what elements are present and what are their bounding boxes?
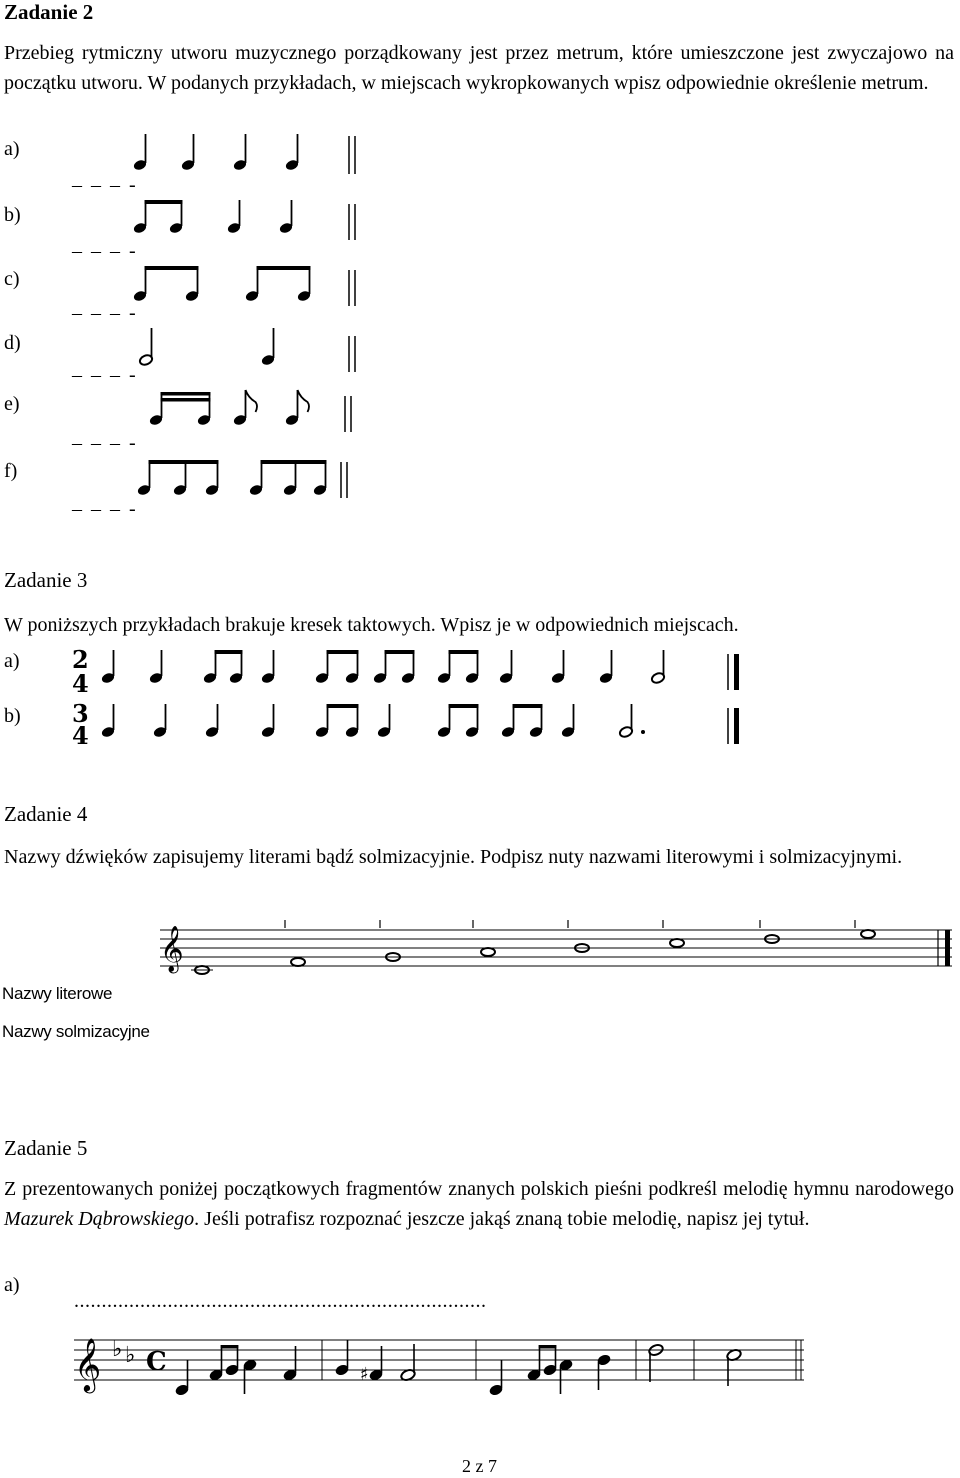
- rhythm-f: [137, 460, 347, 498]
- rhythm-b: [133, 200, 355, 240]
- flat-icon: ♭: [112, 1337, 123, 1362]
- task2-label-a: a): [4, 138, 20, 160]
- task2-label-c: c): [4, 268, 20, 290]
- meter-blank-a[interactable]: – – – -: [72, 174, 138, 196]
- sharp-icon: ♯: [360, 1364, 369, 1385]
- melody-notes: [175, 1340, 801, 1396]
- task4-heading: Zadanie 4: [4, 802, 88, 826]
- task5-text-2: . Jeśli potrafisz rozpoznać jeszcze jakąś znaną tobie melodię, napisz jej tytuł.: [194, 1208, 810, 1230]
- time-sig-b-top: 3: [72, 699, 89, 728]
- task3-heading: Zadanie 3: [4, 568, 88, 592]
- rhythm-task3-a: [101, 650, 739, 690]
- task2-label-d: d): [4, 332, 21, 354]
- meter-blank-d[interactable]: – – – -: [72, 364, 138, 386]
- anthem-title: Mazurek Dąbrowskiego: [4, 1208, 195, 1230]
- task2-instructions: Przebieg rytmiczny utworu muzycznego porządkowany jest przez metrum, które umieszczone jest zwyczajowo na początku utworu. W podanych przykładach, w miejscach wykropkowanych wpisz odpowiednie określenie metrum.: [4, 42, 954, 94]
- task5-text-1: Z prezentowanych poniżej początkowych fragmentów znanych polskich pieśni podkreśl melodię hymnu narodowego: [4, 1178, 954, 1200]
- task2-label-f: f): [4, 460, 18, 482]
- letter-names-label: Nazwy literowe: [2, 984, 113, 1003]
- whole-notes: [191, 930, 875, 974]
- rhythm-e: [149, 390, 351, 432]
- task3-label-b: b): [4, 705, 21, 727]
- treble-clef-icon: 𝄞: [74, 1337, 102, 1391]
- page-number: 2 z 7: [462, 1456, 497, 1476]
- rhythm-a: [133, 134, 355, 174]
- rhythm-examples: [0, 120, 420, 520]
- solmization-names-label: Nazwy solmizacyjne: [2, 1022, 150, 1041]
- title-answer-blank[interactable]: ...........................................................................: [74, 1290, 487, 1312]
- bar-line-examples: [0, 640, 800, 750]
- rhythm-c: [133, 266, 355, 306]
- task4-instructions: Nazwy dźwięków zapisujemy literami bądź solmizacyjnie. Podpisz nuty nazwami literowymi i solmizacyjnymi.: [4, 846, 903, 868]
- meter-blank-f[interactable]: – – – -: [72, 498, 138, 520]
- task3-label-a: a): [4, 650, 20, 672]
- common-time-symbol: C: [146, 1347, 167, 1377]
- treble-clef-icon: 𝄞: [160, 926, 184, 972]
- time-sig-a-top: 2: [72, 645, 89, 674]
- task2-label-e: e): [4, 393, 20, 415]
- melody-staff-a: [70, 1320, 810, 1400]
- note-names-staff: [150, 906, 960, 976]
- time-sig-a-bottom: 4: [72, 669, 89, 698]
- task5-instructions: [4, 1174, 954, 1234]
- task3-instructions: W poniższych przykładach brakuje kresek taktowych. Wpisz je w odpowiednich miejscach.: [4, 614, 739, 636]
- meter-blank-b[interactable]: – – – -: [72, 240, 138, 262]
- meter-blank-e[interactable]: – – – -: [72, 432, 138, 454]
- task5-heading: Zadanie 5: [4, 1136, 88, 1160]
- task2-label-b: b): [4, 204, 21, 226]
- time-sig-b-bottom: 4: [72, 721, 89, 750]
- flat-icon: ♭: [125, 1343, 136, 1368]
- rhythm-task3-b: [101, 704, 739, 744]
- meter-blank-c[interactable]: – – – -: [72, 302, 138, 324]
- rhythm-d: [139, 328, 355, 372]
- task5-label-a: a): [4, 1274, 20, 1296]
- task2-heading: Zadanie 2: [4, 0, 94, 24]
